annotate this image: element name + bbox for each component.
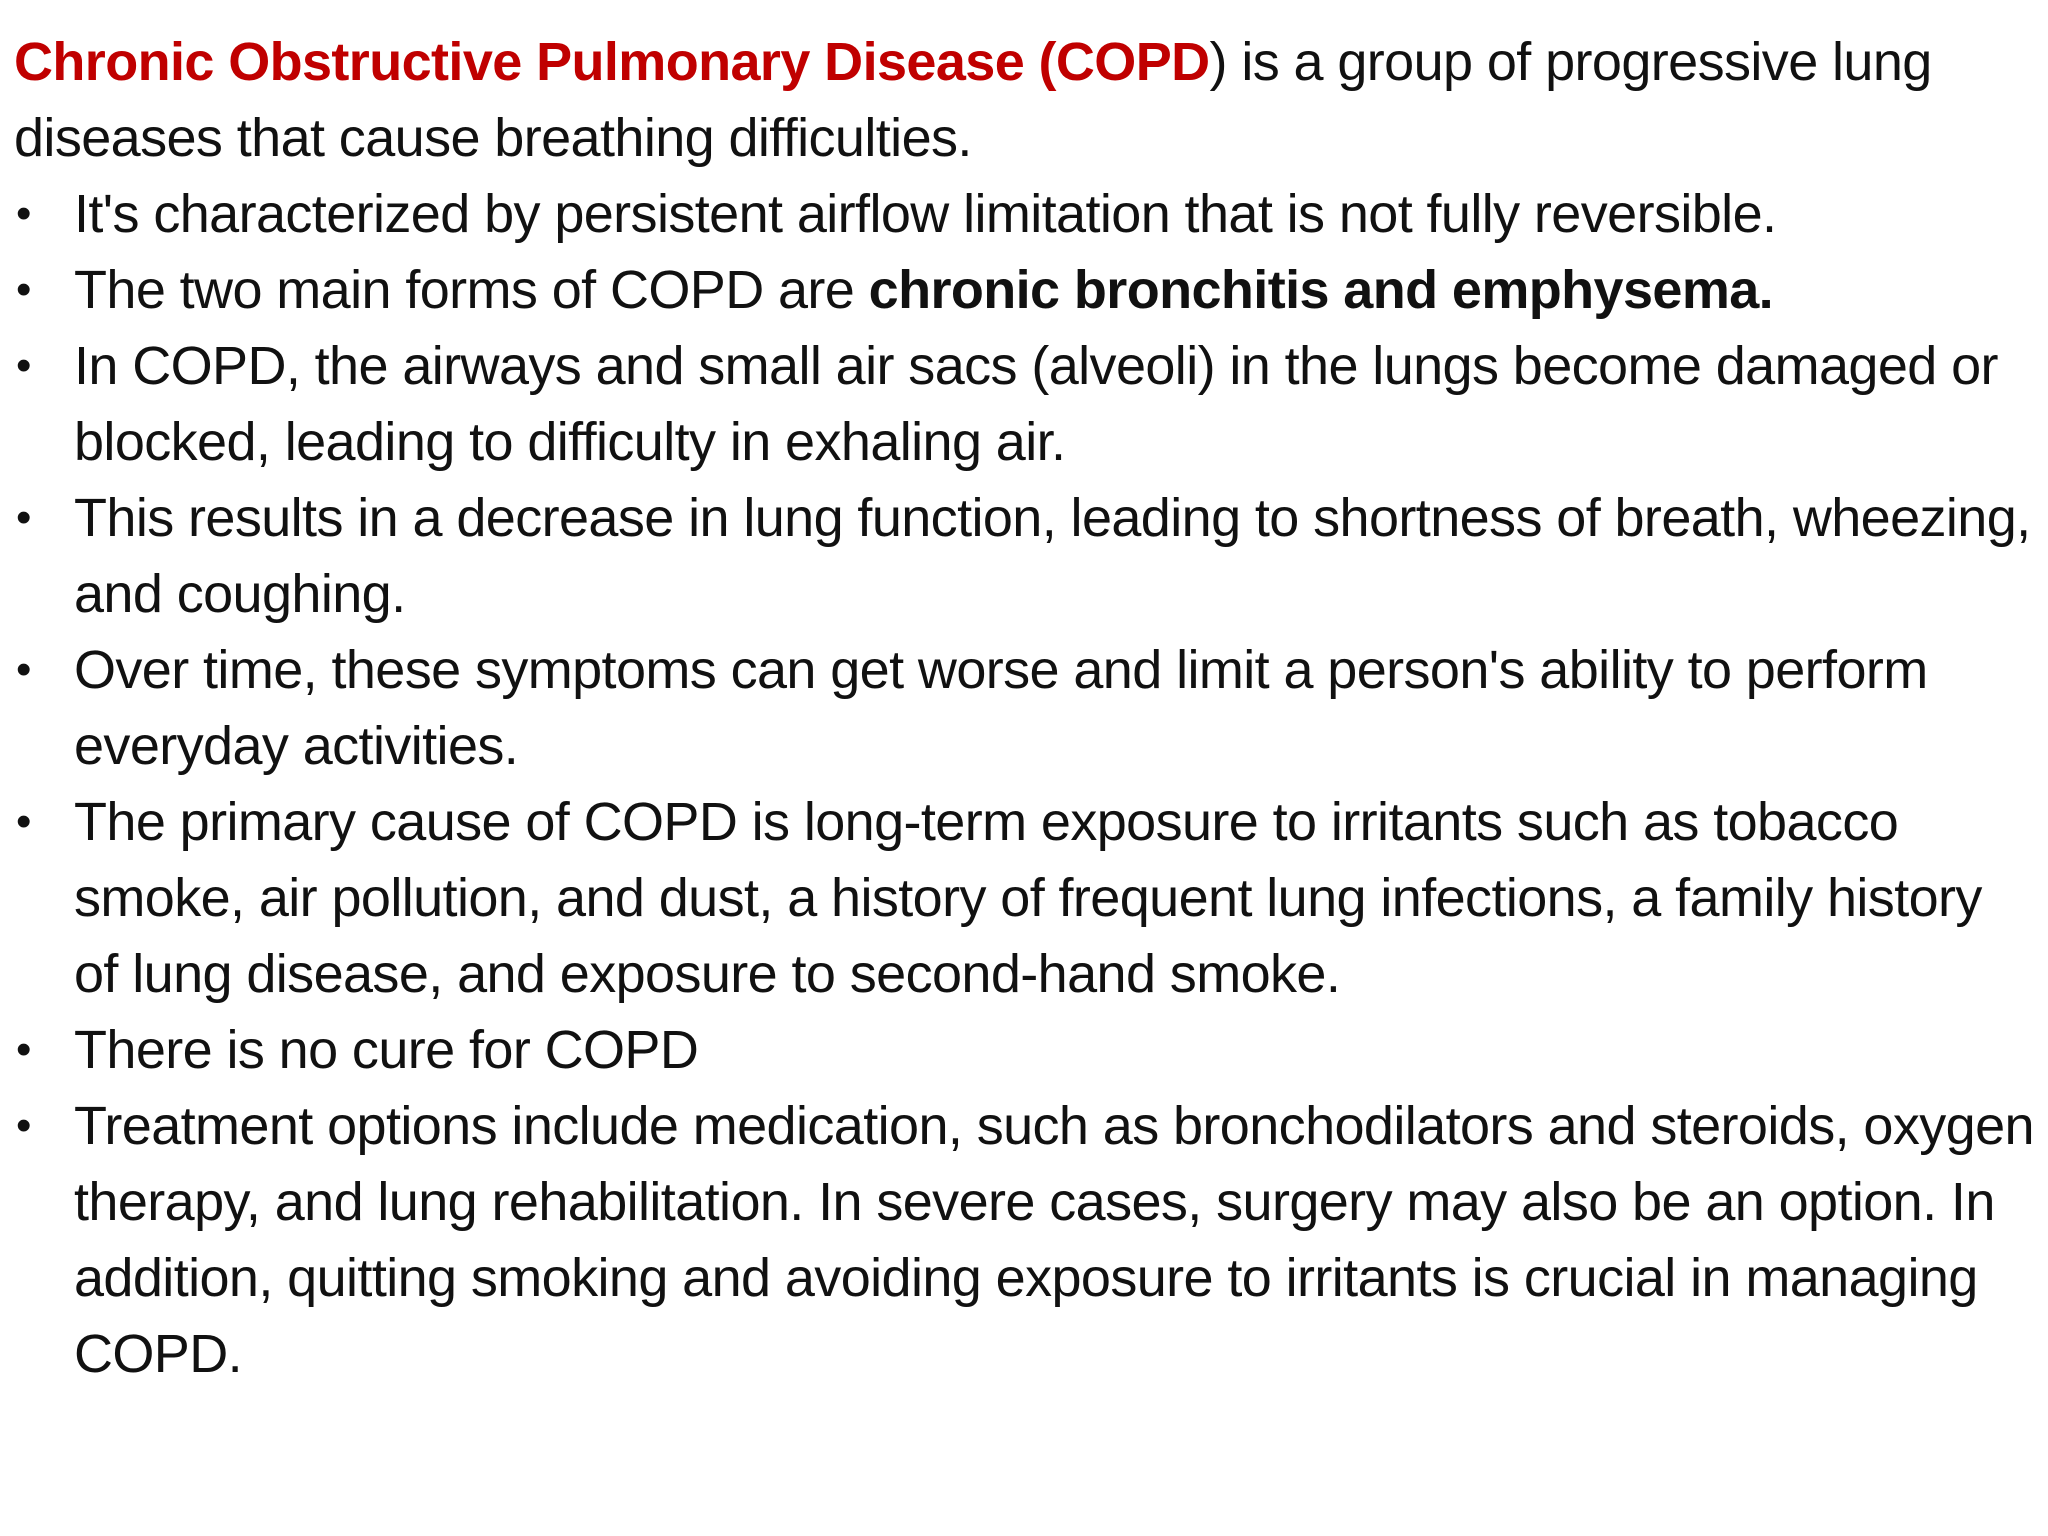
list-item: [14, 480, 2034, 632]
list-item-text: The primary cause of COPD is long-term exposure to irritants such as tobacco smoke, air pollution, and dust, a history of frequent lung infections, a family history of lung disease, and exposure to second-hand smoke.: [74, 792, 1982, 1004]
bullet-icon: •: [16, 189, 31, 238]
bullet-icon: •: [16, 645, 31, 694]
list-item: [14, 328, 2034, 480]
bullet-list: [14, 176, 2034, 1392]
list-item: [14, 1012, 2034, 1088]
bullet-icon: •: [16, 797, 31, 846]
list-item-text: The two main forms of COPD are: [74, 260, 869, 320]
intro-text: ) is a group of progressive lung diseases that cause breathing difficulties.: [14, 32, 1932, 168]
list-item-text: Over time, these symptoms can get worse and limit a person's ability to perform everyday activities.: [74, 640, 1928, 776]
list-item-text: It's characterized by persistent airflow limitation that is not fully reversible.: [74, 184, 1777, 244]
list-item: [14, 1088, 2034, 1392]
bullet-icon: •: [16, 265, 31, 314]
list-item-text: This results in a decrease in lung function, leading to shortness of breath, wheezing, and coughing.: [74, 488, 2031, 624]
copd-forms-emphasis: chronic bronchitis and emphysema.: [868, 260, 1774, 320]
bullet-icon: •: [16, 493, 31, 542]
list-item-text: In COPD, the airways and small air sacs (alveoli) in the lungs become damaged or blocked, leading to difficulty in exhaling air.: [74, 336, 1998, 472]
bullet-icon: •: [16, 1101, 31, 1150]
list-item: [14, 784, 2034, 1012]
copd-term: Chronic Obstructive Pulmonary Disease (COPD: [14, 32, 1210, 92]
list-item-text: Treatment options include medication, such as bronchodilators and steroids, oxygen therapy, and lung rehabilitation. In severe cases, surgery may also be an option. In addition, quitting smoking and avoiding exposure to irritants is crucial in managing COPD.: [74, 1096, 2034, 1384]
bullet-icon: •: [16, 1025, 31, 1074]
list-item-text: There is no cure for COPD: [74, 1020, 699, 1080]
list-item: [14, 176, 2034, 252]
list-item: [14, 252, 2034, 328]
intro-paragraph: [14, 24, 2034, 176]
list-item: [14, 632, 2034, 784]
bullet-icon: •: [16, 341, 31, 390]
slide-content: [14, 24, 2034, 1392]
